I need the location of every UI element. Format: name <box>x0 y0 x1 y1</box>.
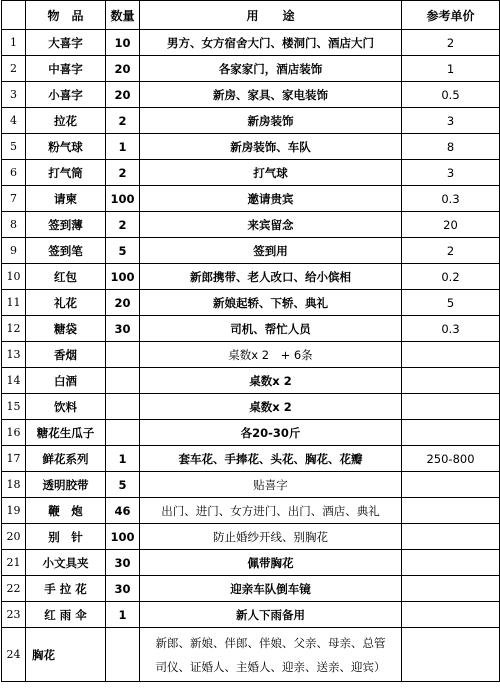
item-purpose: 新郎携带、老人改口、给小傧相 <box>140 264 402 290</box>
item-name: 小喜字 <box>26 82 106 108</box>
item-purpose: 新娘起轿、下轿、典礼 <box>140 290 402 316</box>
item-purpose-line-1: 新郎、新娘、伴郎、伴娘、父亲、母亲、总管 <box>155 635 386 650</box>
table-body <box>2 30 500 682</box>
item-quantity: 20 <box>106 290 140 316</box>
item-name: 胸花 <box>26 628 106 682</box>
item-name: 中喜字 <box>26 56 106 82</box>
item-purpose: 打气球 <box>140 160 402 186</box>
table-row <box>2 472 500 498</box>
table-row <box>2 316 500 342</box>
item-quantity: 5 <box>106 472 140 498</box>
item-name: 请柬 <box>26 186 106 212</box>
item-purpose: 新房装饰、车队 <box>140 134 402 160</box>
item-name: 鞭 炮 <box>26 498 106 524</box>
table-row <box>2 82 500 108</box>
item-quantity: 20 <box>106 82 140 108</box>
row-index: 5 <box>2 134 26 160</box>
row-index: 22 <box>2 576 26 602</box>
item-name: 礼花 <box>26 290 106 316</box>
row-index: 11 <box>2 290 26 316</box>
item-purpose: 各家家门，酒店装饰 <box>140 56 402 82</box>
table-row <box>2 56 500 82</box>
item-name: 签到笔 <box>26 238 106 264</box>
item-name: 白酒 <box>26 368 106 394</box>
item-purpose: 新人下雨备用 <box>140 602 402 628</box>
item-purpose: 签到用 <box>140 238 402 264</box>
row-index: 7 <box>2 186 26 212</box>
item-name: 别 针 <box>26 524 106 550</box>
row-index: 14 <box>2 368 26 394</box>
item-price <box>402 368 500 394</box>
item-price: 5 <box>402 290 500 316</box>
row-index: 15 <box>2 394 26 420</box>
table-row <box>2 30 500 56</box>
item-quantity <box>106 628 140 682</box>
item-name: 手 拉 花 <box>26 576 106 602</box>
item-quantity <box>106 342 140 368</box>
item-price <box>402 576 500 602</box>
item-price: 2 <box>402 30 500 56</box>
item-name: 香烟 <box>26 342 106 368</box>
item-price: 0.3 <box>402 186 500 212</box>
row-index: 4 <box>2 108 26 134</box>
table-row <box>2 420 500 446</box>
table-row <box>2 498 500 524</box>
table-row <box>2 368 500 394</box>
table-row <box>2 576 500 602</box>
item-name: 鲜花系列 <box>26 446 106 472</box>
item-quantity: 5 <box>106 238 140 264</box>
item-price: 1 <box>402 56 500 82</box>
wedding-supplies-table <box>1 0 500 682</box>
row-index: 20 <box>2 524 26 550</box>
item-quantity: 100 <box>106 264 140 290</box>
item-price: 0.3 <box>402 316 500 342</box>
row-index: 17 <box>2 446 26 472</box>
item-quantity <box>106 420 140 446</box>
table-row <box>2 264 500 290</box>
row-index: 13 <box>2 342 26 368</box>
item-purpose: 来宾留念 <box>140 212 402 238</box>
item-purpose: 迎亲车队倒车镜 <box>140 576 402 602</box>
item-quantity: 1 <box>106 134 140 160</box>
row-index: 2 <box>2 56 26 82</box>
table-row <box>2 108 500 134</box>
row-index: 8 <box>2 212 26 238</box>
item-name: 饮料 <box>26 394 106 420</box>
item-name: 糖袋 <box>26 316 106 342</box>
item-purpose: 男方、女方宿舍大门、楼洞门、酒店大门 <box>140 30 402 56</box>
item-price: 250-800 <box>402 446 500 472</box>
item-quantity: 30 <box>106 576 140 602</box>
item-price: 0.5 <box>402 82 500 108</box>
table-row <box>2 238 500 264</box>
item-price <box>402 524 500 550</box>
item-purpose: 出门、进门、女方进门、出门、酒店、典礼 <box>140 498 402 524</box>
item-quantity <box>106 368 140 394</box>
header-index <box>2 1 26 30</box>
item-price <box>402 342 500 368</box>
item-price <box>402 498 500 524</box>
row-index: 10 <box>2 264 26 290</box>
table-header-row <box>2 1 500 30</box>
item-purpose: 桌数x 2 <box>140 368 402 394</box>
table-row <box>2 342 500 368</box>
item-quantity: 2 <box>106 160 140 186</box>
item-purpose-line-2: 司仪、证婚人、主婚人、迎亲、送亲、迎宾） <box>155 659 386 674</box>
item-quantity: 100 <box>106 186 140 212</box>
item-price <box>402 472 500 498</box>
table-row <box>2 134 500 160</box>
item-price <box>402 628 500 682</box>
item-quantity: 20 <box>106 56 140 82</box>
item-quantity: 30 <box>106 316 140 342</box>
item-quantity: 1 <box>106 446 140 472</box>
item-price <box>402 394 500 420</box>
item-name: 糖花生瓜子 <box>26 420 106 446</box>
item-price <box>402 602 500 628</box>
item-quantity: 30 <box>106 550 140 576</box>
item-name: 签到薄 <box>26 212 106 238</box>
table-row <box>2 290 500 316</box>
row-index: 18 <box>2 472 26 498</box>
item-name: 拉花 <box>26 108 106 134</box>
row-index: 6 <box>2 160 26 186</box>
item-name: 红包 <box>26 264 106 290</box>
item-price <box>402 550 500 576</box>
item-price <box>402 420 500 446</box>
item-purpose: 各20-30斤 <box>140 420 402 446</box>
header-purpose: 用 途 <box>140 1 402 30</box>
row-index: 12 <box>2 316 26 342</box>
item-name: 小文具夹 <box>26 550 106 576</box>
row-index: 21 <box>2 550 26 576</box>
item-purpose: 贴喜字 <box>140 472 402 498</box>
item-purpose: 佩带胸花 <box>140 550 402 576</box>
table-row <box>2 602 500 628</box>
table-row <box>2 628 500 682</box>
item-price: 20 <box>402 212 500 238</box>
item-price: 2 <box>402 238 500 264</box>
row-index: 9 <box>2 238 26 264</box>
item-purpose: 桌数x 2 + 6条 <box>140 342 402 368</box>
item-quantity: 10 <box>106 30 140 56</box>
item-quantity: 46 <box>106 498 140 524</box>
item-name: 红 雨 伞 <box>26 602 106 628</box>
item-quantity: 1 <box>106 602 140 628</box>
row-index: 23 <box>2 602 26 628</box>
item-purpose: 防止婚纱开线、别胸花 <box>140 524 402 550</box>
row-index: 24 <box>2 628 26 682</box>
item-quantity: 2 <box>106 212 140 238</box>
item-purpose: 邀请贵宾 <box>140 186 402 212</box>
item-price: 0.2 <box>402 264 500 290</box>
item-price: 8 <box>402 134 500 160</box>
table-row <box>2 160 500 186</box>
item-purpose: 套车花、手捧花、头花、胸花、花瓣 <box>140 446 402 472</box>
item-purpose: 司机、帮忙人员 <box>140 316 402 342</box>
item-name: 透明胶带 <box>26 472 106 498</box>
item-purpose: 桌数x 2 <box>140 394 402 420</box>
item-price: 3 <box>402 108 500 134</box>
table-row <box>2 446 500 472</box>
header-reference-price: 参考单价 <box>402 1 500 30</box>
item-quantity <box>106 394 140 420</box>
table-row <box>2 186 500 212</box>
row-index: 1 <box>2 30 26 56</box>
item-purpose: 新房装饰 <box>140 108 402 134</box>
header-quantity: 数量 <box>106 1 140 30</box>
table-row <box>2 212 500 238</box>
table-row <box>2 524 500 550</box>
row-index: 3 <box>2 82 26 108</box>
row-index: 16 <box>2 420 26 446</box>
row-index: 19 <box>2 498 26 524</box>
item-name: 打气筒 <box>26 160 106 186</box>
table-row <box>2 550 500 576</box>
item-name: 粉气球 <box>26 134 106 160</box>
item-purpose: 新房、家具、家电装饰 <box>140 82 402 108</box>
item-quantity: 2 <box>106 108 140 134</box>
item-price: 3 <box>402 160 500 186</box>
header-item: 物 品 <box>26 1 106 30</box>
item-purpose <box>140 628 402 682</box>
item-quantity: 100 <box>106 524 140 550</box>
item-name: 大喜字 <box>26 30 106 56</box>
table-row <box>2 394 500 420</box>
